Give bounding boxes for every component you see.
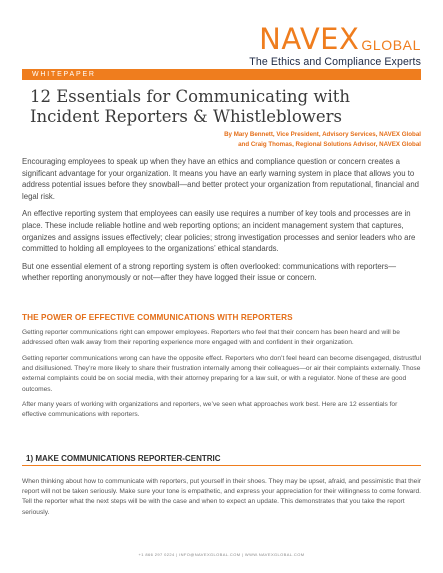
section-power-heading-wrap bbox=[22, 313, 422, 322]
page-footer: +1 866 297 0224 | INFO@NAVEXGLOBAL.COM | WWW.NAVEXGLOBAL.COM bbox=[138, 552, 305, 557]
section-paragraph: Getting reporter communications right can empower employees. Reporters who feel that their concern has been heard and will be addressed often walk away from their reporting experience more engaged with and confident in their organization. bbox=[22, 329, 400, 347]
author-line-1: By Mary Bennett, Vice President, Advisory Services, NAVEX Global bbox=[224, 131, 421, 138]
logo-tagline: The Ethics and Compliance Experts bbox=[249, 56, 421, 68]
section-paragraph: After many years of working with organizations and reporters, we’ve seen what approaches work best. Here are 12 essentials for effective communications with reporters. bbox=[22, 401, 398, 419]
section-paragraph: When thinking about how to communicate with reporters, put yourself in their shoes. They may be upset, afraid, and pessimistic that their report will not be taken seriously. Make sure your tone is empathetic, and express your appreciation for their willingness to come forward. Tell the reporter what the next steps will be with the case and when to expect an update. This demonstrates that you take the report seriously. bbox=[22, 478, 421, 516]
navex-global-logo bbox=[249, 22, 421, 68]
section-heading: THE POWER OF EFFECTIVE COMMUNICATIONS WITH REPORTERS bbox=[22, 313, 293, 322]
intro-paragraph: Encouraging employees to speak up when they have an ethics and compliance question or concern creates a significant advantage for your organization. It means you have an early warning system in place that allows you to address potential issues before they snowball—and better protect your organization from reputational, financial and legal risk. bbox=[22, 157, 420, 201]
intro-paragraph: An effective reporting system that employees can easily use requires a number of key tools and processes are in place. These include reliable hotline and web reporting options; an incident management system that captures, organizes and assigns issues effectively; clear policies; strong investigation processes and senior leaders who are committed to holding all employees to the organizations’ ethical standards. bbox=[22, 209, 416, 254]
section-one-heading-bar bbox=[22, 448, 421, 466]
intro-section bbox=[22, 156, 422, 290]
section-one-body bbox=[22, 477, 422, 523]
author-byline bbox=[224, 130, 421, 149]
intro-paragraph: But one essential element of a strong reporting system is often overlooked: communications with reporters—whether reporting anonymously or not—after they have logged their issue or concern. bbox=[22, 261, 396, 283]
section-heading: 1) MAKE COMMUNICATIONS REPORTER-CENTRIC bbox=[26, 454, 221, 463]
logo-wordmark bbox=[249, 22, 421, 56]
document-title: 12 Essentials for Communicating with Incident Reporters & Whistleblowers bbox=[30, 87, 350, 126]
section-power-body bbox=[22, 328, 422, 426]
section-paragraph: Getting reporter communications wrong can have the opposite effect. Reporters who don’t feel heard can become disengaged, distrustful and disillusioned. They’re more likely to share their frustration internally among their colleagues—or air their complaints externally. Those external complaints could be on social media, with their attorney preparing for a law suit, or with a regulator. None of these are good outcomes. bbox=[22, 354, 422, 393]
logo-brand-text: NAVEX bbox=[259, 22, 360, 56]
author-line-2: and Craig Thomas, Regional Solutions Advisor, NAVEX Global bbox=[238, 140, 421, 148]
logo-suffix-text: GLOBAL bbox=[361, 37, 421, 53]
whitepaper-banner: WHITEPAPER bbox=[22, 69, 421, 80]
